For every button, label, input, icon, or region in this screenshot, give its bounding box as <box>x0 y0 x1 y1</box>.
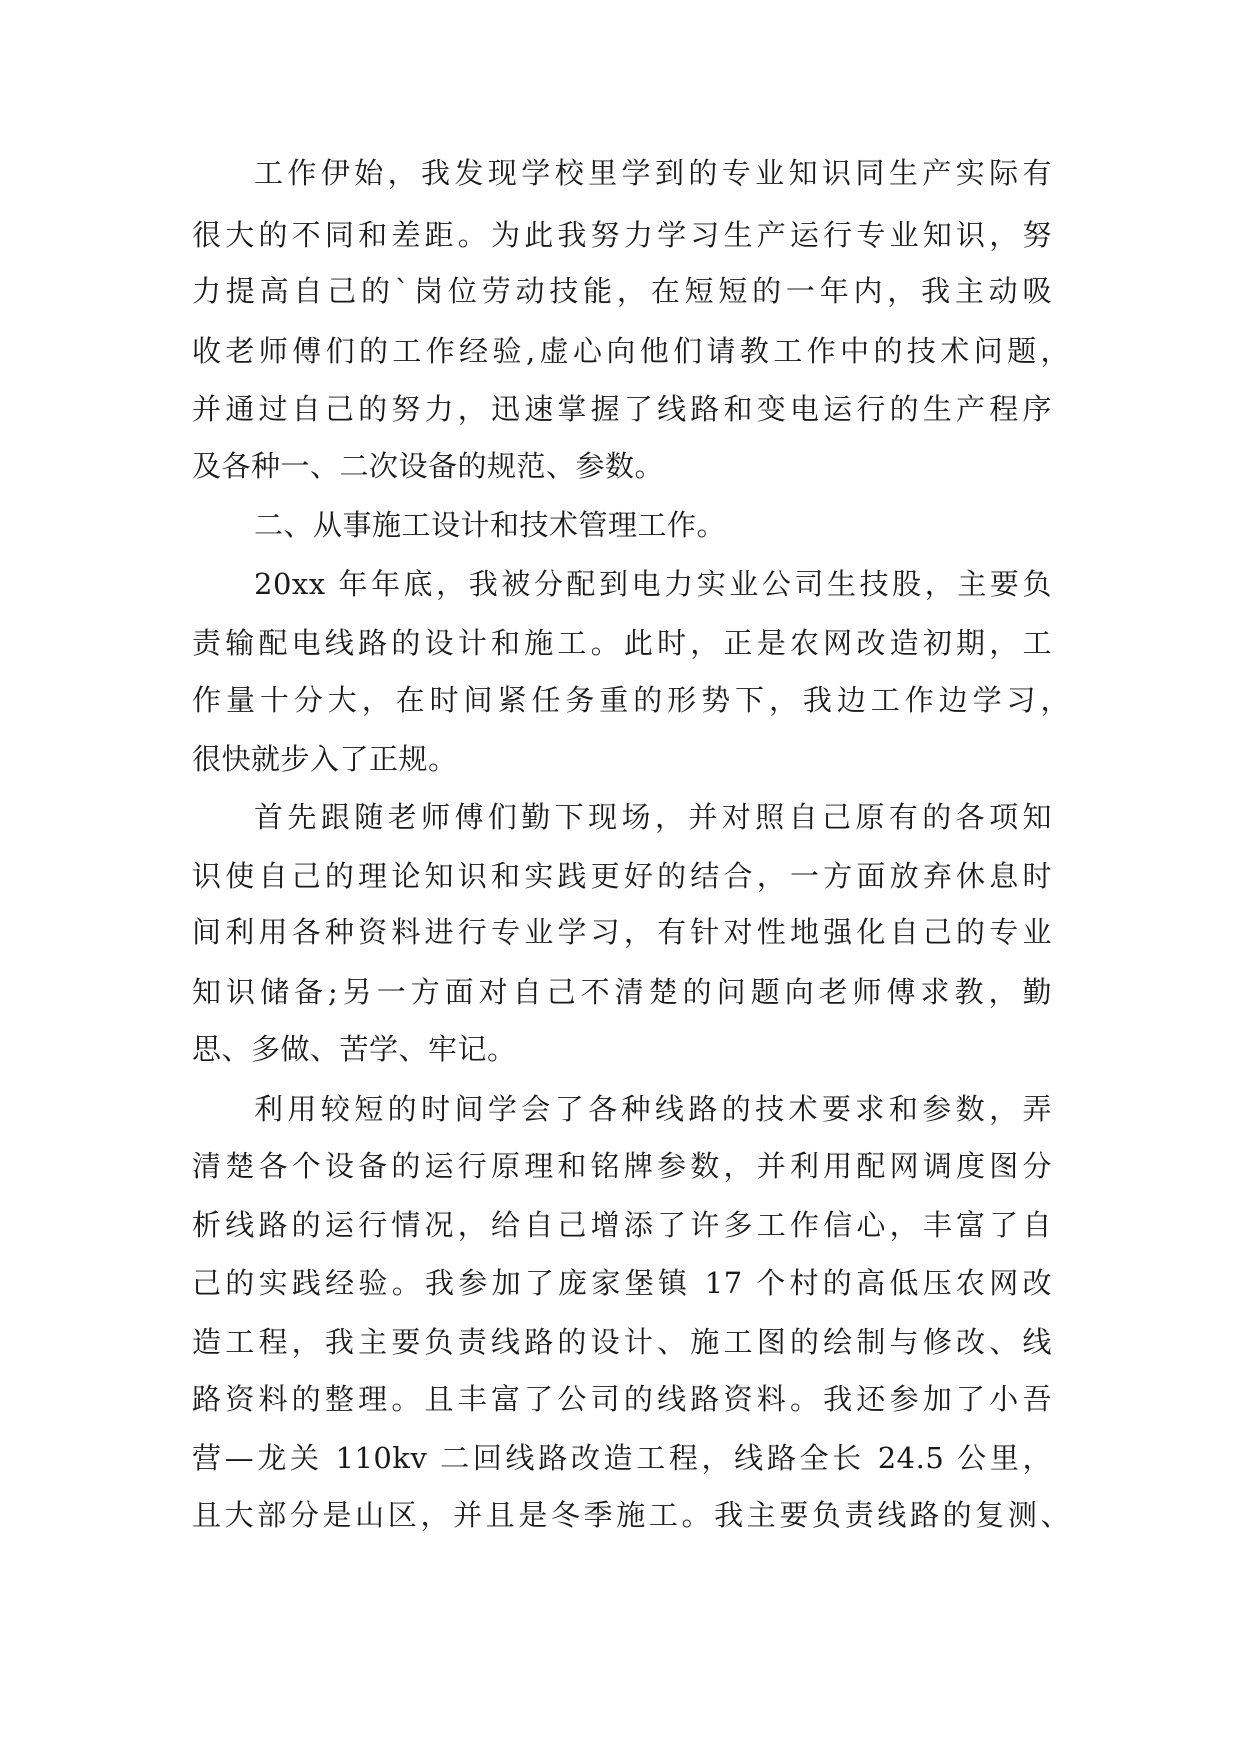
text-line: 很快就步入了正规。 <box>192 742 458 776</box>
text-line: 工作伊始，我发现学校里学到的专业知识同生产实际有 <box>254 156 1052 190</box>
section-heading: 二、从事施工设计和技术管理工作。 <box>254 508 727 542</box>
text-line: 清楚各个设备的运行原理和铭牌参数，并利用配网调度图分 <box>192 1149 1052 1183</box>
text-line: 20xx 年年底，我被分配到电力实业公司生技股，主要负 <box>254 567 1052 601</box>
text-line: 且大部分是山区，并且是冬季施工。我主要负责线路的复测、 <box>192 1498 1070 1532</box>
text-line: 并通过自己的努力，迅速掌握了线路和变电运行的生产程序 <box>192 392 1052 426</box>
text-line: 识使自己的理论知识和实践更好的结合，一方面放弃休息时 <box>192 859 1052 893</box>
text-line: 力提高自己的`岗位劳动技能，在短短的一年内，我主动吸 <box>192 274 1052 308</box>
text-line: 造工程，我主要负责线路的设计、施工图的绘制与修改、线 <box>192 1325 1052 1359</box>
text-line: 己的实践经验。我参加了庞家堡镇 17 个村的高低压农网改 <box>192 1266 1052 1300</box>
text-line: 利用较短的时间学会了各种线路的技术要求和参数，弄 <box>254 1092 1052 1126</box>
text-line: 知识储备;另一方面对自己不清楚的问题向老师傅求教，勤 <box>192 975 1052 1009</box>
text-line: 很大的不同和差距。为此我努力学习生产运行专业知识，努 <box>192 218 1052 252</box>
text-line: 间利用各种资料进行专业学习，有针对性地强化自己的专业 <box>192 915 1052 949</box>
text-line: 及各种一、二次设备的规范、参数。 <box>192 449 665 483</box>
text-line: 营—龙关 110kv 二回线路改造工程，线路全长 24.5 公里， <box>192 1441 1052 1475</box>
text-line: 收老师傅们的工作经验,虚心向他们请教工作中的技术问题， <box>192 334 1070 368</box>
text-line: 作量十分大，在时间紧任务重的形势下，我边工作边学习， <box>192 683 1070 717</box>
text-line: 首先跟随老师傅们勤下现场，并对照自己原有的各项知 <box>254 800 1052 834</box>
text-line: 责输配电线路的设计和施工。此时，正是农网改造初期，工 <box>192 626 1052 660</box>
text-line: 思、多做、苦学、牢记。 <box>192 1032 517 1066</box>
text-line: 析线路的运行情况，给自己增添了许多工作信心，丰富了自 <box>192 1208 1052 1242</box>
text-line: 路资料的整理。且丰富了公司的线路资料。我还参加了小吾 <box>192 1382 1052 1416</box>
